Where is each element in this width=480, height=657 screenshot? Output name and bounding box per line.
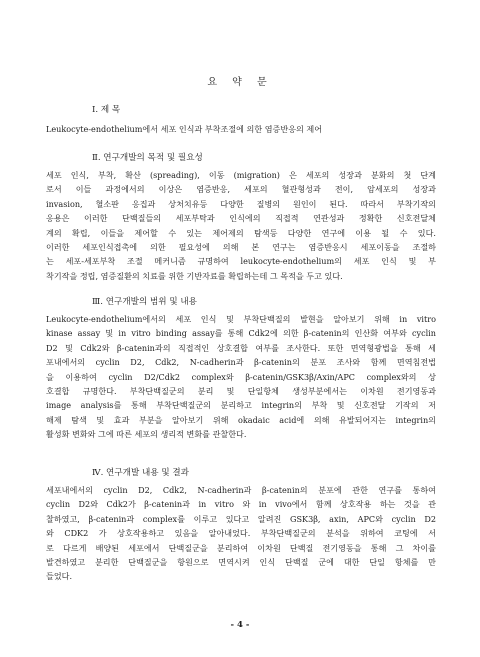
section-heading: Ⅰ. 제 목 xyxy=(92,105,121,115)
body-line: 찰하였고, β-catenin과 complex를 이루고 있다고 알려진 GSK3β, axin, APC와 cyclin D2 xyxy=(46,513,436,524)
section-results xyxy=(46,467,436,584)
section-heading: Ⅱ. 연구개발의 목적 및 필요성 xyxy=(92,153,203,163)
body-line: 들었다. xyxy=(46,571,73,582)
section-title xyxy=(46,104,436,136)
section-purpose xyxy=(46,152,436,283)
section-body xyxy=(46,168,436,283)
body-line: invasion, 혈소판 응집과 상처치유등 다양한 질병의 원인이 된다. 따라서 부착기작의 xyxy=(46,198,436,209)
body-line: 호결합 규명한다. 부착단백질군의 분리 및 단일항체 생성부분에서는 이차원 전기영동과 xyxy=(46,386,436,397)
section-scope xyxy=(46,296,436,442)
section-body xyxy=(46,122,436,136)
section-heading: Ⅲ. 연구개발의 범위 및 내용 xyxy=(92,297,197,307)
body-line: 해제 탐색 및 효과 부분을 알아보기 위해 okadaic acid에 의해 유발되어지는 integrin의 xyxy=(46,414,436,425)
body-line: kinase assay 및 in vitro binding assay를 통해 Cdk2에 의한 β-catenin의 인산화 여부와 cyclin xyxy=(46,328,436,339)
body-line: 는 세포-세포부착 조절 메커니즘 규명하여 leukocyte-endothelium의 세포 인식 및 부 xyxy=(46,256,436,267)
body-line: 활성화 변화와 그에 따른 세포의 생리적 변화를 관찰한다. xyxy=(46,429,247,440)
body-line: cyclin D2와 Cdk2가 β-catenin과 in vitro 와 in vivo에서 함께 상호작용 하는 것을 관 xyxy=(46,499,436,510)
page-title: 요 약 문 xyxy=(207,77,273,88)
body-line: Leukocyte-endothelium에서의 세포 인식 및 부착단백질의 발현을 알아보기 위해 in vitro xyxy=(46,314,436,324)
section-body xyxy=(46,312,436,442)
body-line: image analysis를 통해 부착단백질군의 분리하고 integrin의 부착 및 신호전달 기작의 저 xyxy=(46,400,436,411)
body-line: 을 이용하여 cyclin D2/Cdk2 complex와 β-catenin/GSK3β/Axin/APC complex와의 상 xyxy=(46,371,436,382)
body-line: 응용은 이러한 단백질들의 세포부탁과 인식에의 직접적 연관성과 정확한 신호전달체 xyxy=(46,213,436,224)
section-body xyxy=(46,483,436,584)
body-line: 계의 확립, 이들을 제어할 수 있는 제어제의 탐색등 다양한 연구에 이용 될 수 있다. xyxy=(46,227,436,238)
body-line: 세포 인식, 부착, 확산 (spreading), 이동 (migration) 은 세포의 성장과 분화의 첫 단계 xyxy=(46,170,436,180)
body-line: 이러한 세포인식접촉에 의한 필요성에 의해 본 연구는 염증반응시 세포이동을 조절하 xyxy=(46,242,436,253)
body-line: 포내에서의 cyclin D2, Cdk2, N-cadherin과 β-catenin의 분포 조사와 함께 면역침전법 xyxy=(46,357,436,368)
body-line: 와 CDK2 가 상호작용하고 있음을 알아내었다. 부착단백질군의 분석을 위하여 코팅에 서 xyxy=(46,528,436,539)
body-line: 세포내에서의 cyclin D2, Cdk2, N-cadherin과 β-catenin의 분포에 관한 연구를 통하여 xyxy=(46,485,436,495)
page-number: - 4 - xyxy=(230,620,250,630)
body-line: 발견하였고 분리한 단백질군을 항원으로 면역시켜 인식 단백질 군에 대한 단일 항체를 만 xyxy=(46,557,436,568)
section-heading: Ⅳ. 연구개발 내용 및 결과 xyxy=(92,468,189,478)
body-line: 로서 이들 과정에서의 이상은 염증반응, 세포의 혈관형성과 전이, 암세포의 성장과 xyxy=(46,184,436,195)
body-line: 착기작을 정립, 염증질환의 치료를 위한 기반자료를 확립하는데 그 목적을 두고 있다. xyxy=(46,270,343,281)
body-line: D2 및 Cdk2와 β-catenin과의 직접적인 상호결합 여부를 조사한다. 또한 면역형광법을 통해 세 xyxy=(46,342,436,353)
body-line: Leukocyte-endothelium에서 세포 인식과 부착조절에 의한 염증반응의 제어 xyxy=(46,124,323,134)
body-line: 로 다르게 배양된 세포에서 단백질군을 분리하여 이차원 단백질 전기영동을 통해 그 차이를 xyxy=(46,542,436,553)
